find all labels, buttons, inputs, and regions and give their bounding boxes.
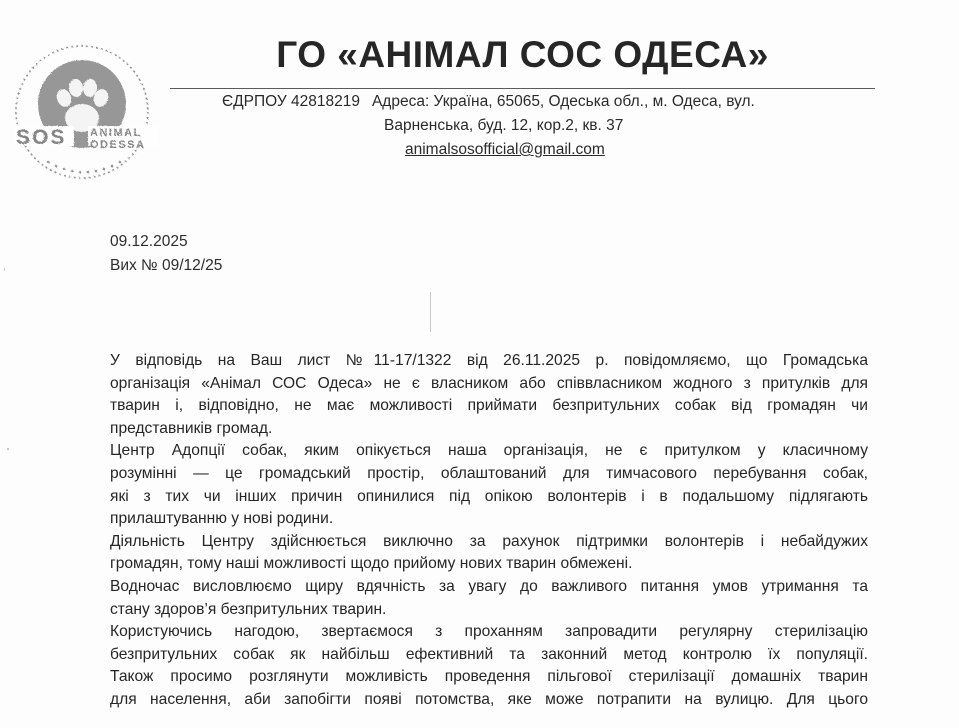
body-line: Центр Адопції собак, яким опікується наша організація, не є притулком у класичному <box>110 442 868 460</box>
letter-date: 09.12.2025 <box>110 233 188 250</box>
body-line: Користуючись нагодою, звертаємося з проханням запровадити регулярну стерилізацію <box>110 623 868 641</box>
body-line: Також просимо розглянути можливість проведення пільгової стерилізації домашніх тварин <box>110 668 868 686</box>
body-line: які з тих чи інших причин опинилися під опікою волонтерів і в подальшому підлягають <box>110 487 868 505</box>
organization-title: ГО «АНІМАЛ СОС ОДЕСА» <box>276 34 769 75</box>
body-line: У відповідь на Ваш лист №11-17/1322 від 26.11.2025 р. повідомляємо, що Громадська <box>110 352 868 369</box>
body-line: Діяльність Центру здійснюється виключно за рахунок підтримки волонтерів і небайдужих <box>110 532 868 550</box>
letter-body <box>110 350 868 712</box>
organization-seal <box>8 38 166 186</box>
body-line: тварин і, відповідно, не має можливості приймати безпритульних собак від громадян чи <box>110 397 868 415</box>
email-link[interactable]: animalsosofficial@gmail.com <box>405 141 605 158</box>
header-requisites-line <box>222 93 755 111</box>
scan-mark <box>4 268 5 271</box>
body-line: Водночас висловлюємо щиру вдячність за увагу до важливого питання умов утримання та <box>110 577 868 595</box>
scan-mark <box>7 448 9 450</box>
address-line-1: Адреса: Україна, 65065, Одеська обл., м. Одеса, вул. <box>371 93 755 110</box>
seal-graphic <box>8 38 166 186</box>
body-line: представників громад. <box>110 419 273 437</box>
address-line-2: Варненська, буд. 12, кор.2, кв. 37 <box>384 117 624 134</box>
body-line: безпритульних собак як найбільш ефективний та законний метод контролю їх популяції. <box>110 645 868 663</box>
body-line: громадян, тому наші можливості щодо прийому нових тварин обмежені. <box>110 555 633 573</box>
body-line: для населення, аби запобігти появі потомства, яке може потрапити на вулицю. Для цього <box>110 690 868 708</box>
header-divider <box>170 88 875 89</box>
body-line: стану здоров’я безпритульних тварин. <box>110 600 387 618</box>
body-line: розумінні — це громадський простір, облаштований для тимчасового перебування собак, <box>110 464 868 482</box>
outgoing-number: Вих № 09/12/25 <box>110 257 223 274</box>
seal-odessa-text: ODESSA <box>90 139 146 151</box>
body-line: організація «Анімал СОС Одеса» не є власником або співвласником жодного з притулків для <box>110 374 868 392</box>
scan-mark <box>430 292 431 332</box>
body-line: прилаштуванню у нові родини. <box>110 510 334 528</box>
edrpou-code: ЄДРПОУ 42818219 <box>222 93 360 110</box>
seal-animal-text: ANIMAL <box>90 127 142 139</box>
seal-sos-text: SOS <box>16 126 67 149</box>
